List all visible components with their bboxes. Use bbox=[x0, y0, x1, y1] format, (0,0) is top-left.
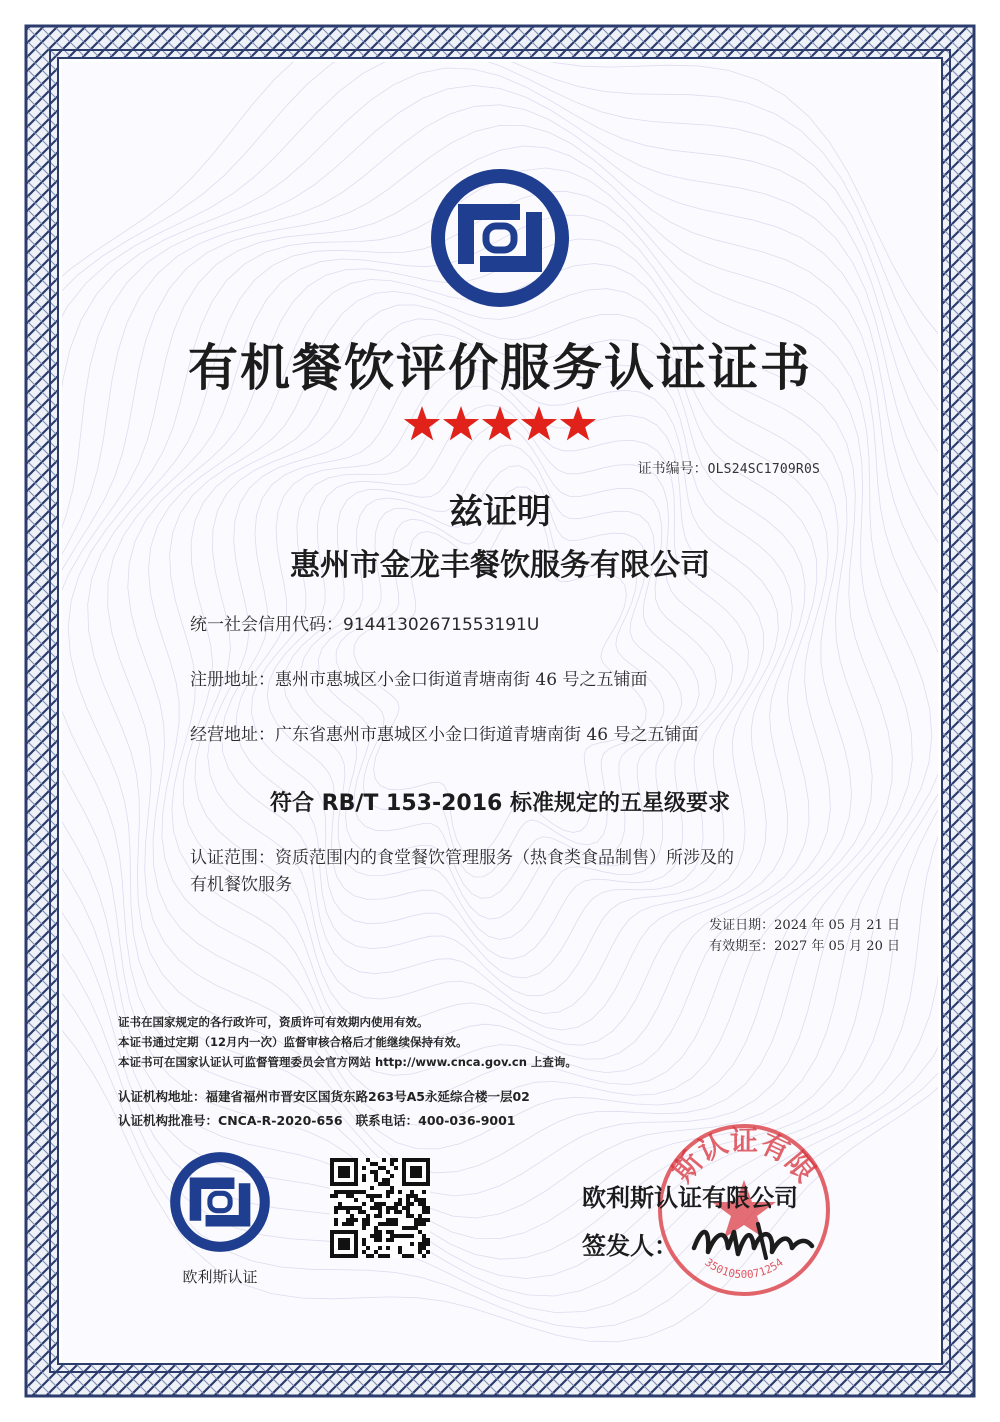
notes-block bbox=[118, 1012, 577, 1072]
date-block bbox=[709, 915, 900, 957]
attest-heading: 兹证明 bbox=[449, 492, 551, 532]
scope-line2: 有机餐饮服务 bbox=[190, 875, 292, 895]
issue-date: 2024 年 05 月 21 日 bbox=[774, 918, 900, 933]
star-icon bbox=[404, 406, 440, 440]
star-icon bbox=[482, 406, 518, 440]
phone-label: 联系电话： bbox=[355, 1113, 419, 1128]
certificate-number bbox=[638, 458, 820, 478]
phone: 400-036-9001 bbox=[418, 1113, 516, 1128]
note-line: 本证书可在国家认证认可监督管理委员会官方网站 http://www.cnca.gov.cn 上查询。 bbox=[118, 1055, 577, 1069]
scope-block bbox=[190, 845, 850, 899]
standard-statement: 符合 RB/T 153-2016 标准规定的五星级要求 bbox=[269, 791, 730, 816]
reg-address-label: 注册地址： bbox=[190, 670, 275, 690]
cert-logo-icon bbox=[428, 166, 572, 310]
company-name: 惠州市金龙丰餐饮服务有限公司 bbox=[290, 548, 710, 583]
biz-address-field bbox=[190, 720, 698, 745]
credit-code-label: 统一社会信用代码： bbox=[190, 615, 343, 635]
organization-block bbox=[118, 1085, 530, 1133]
brand-logo-icon bbox=[168, 1150, 272, 1254]
valid-until-label: 有效期至： bbox=[709, 939, 775, 954]
org-address: 福建省福州市晋安区国货东路263号A5永延综合楼一层02 bbox=[205, 1089, 530, 1104]
biz-address-label: 经营地址： bbox=[190, 725, 275, 745]
cert-no-label: 证书编号： bbox=[637, 461, 708, 477]
note-line: 本证书通过定期（12月内一次）监督审核合格后才能继续保持有效。 bbox=[118, 1035, 468, 1049]
biz-address-value: 广东省惠州市惠城区小金口街道青塘南街 46 号之五铺面 bbox=[275, 725, 699, 745]
credit-code-value: 91441302671553191U bbox=[343, 615, 540, 635]
reg-address-value: 惠州市惠城区小金口街道青塘南街 46 号之五铺面 bbox=[275, 670, 648, 690]
signer-label: 签发人： bbox=[582, 1232, 678, 1260]
cert-no-value: OLS24SC1709R0S bbox=[707, 462, 820, 477]
scope-line1: 资质范围内的食堂餐饮管理服务（热食类食品制售）所涉及的 bbox=[275, 848, 734, 868]
issuer-name: 欧利斯认证有限公司 bbox=[582, 1184, 798, 1212]
approval-no: CNCA-R-2020-656 bbox=[218, 1113, 343, 1128]
note-line: 证书在国家规定的各行政许可，资质许可有效期内使用有效。 bbox=[118, 1015, 429, 1029]
star-icon bbox=[560, 406, 596, 440]
approval-label: 认证机构批准号： bbox=[118, 1113, 219, 1128]
star-rating bbox=[62, 404, 938, 450]
qr-code-icon[interactable] bbox=[330, 1158, 430, 1258]
brand-name: 欧利斯认证 bbox=[182, 1268, 258, 1286]
star-icon bbox=[521, 406, 557, 440]
org-address-label: 认证机构地址： bbox=[118, 1089, 206, 1104]
issue-date-label: 发证日期： bbox=[709, 918, 775, 933]
credit-code-field bbox=[190, 610, 539, 635]
star-icon bbox=[443, 406, 479, 440]
seal-text: 斯认证有限 bbox=[665, 1124, 823, 1189]
valid-until: 2027 年 05 月 20 日 bbox=[774, 939, 900, 954]
signature-icon bbox=[688, 1218, 818, 1264]
certificate-title: 有机餐饮评价服务认证证书 bbox=[188, 339, 812, 397]
reg-address-field bbox=[190, 665, 647, 690]
seal-number: 3501050071254 bbox=[702, 1255, 786, 1282]
scope-label: 认证范围： bbox=[190, 848, 275, 868]
